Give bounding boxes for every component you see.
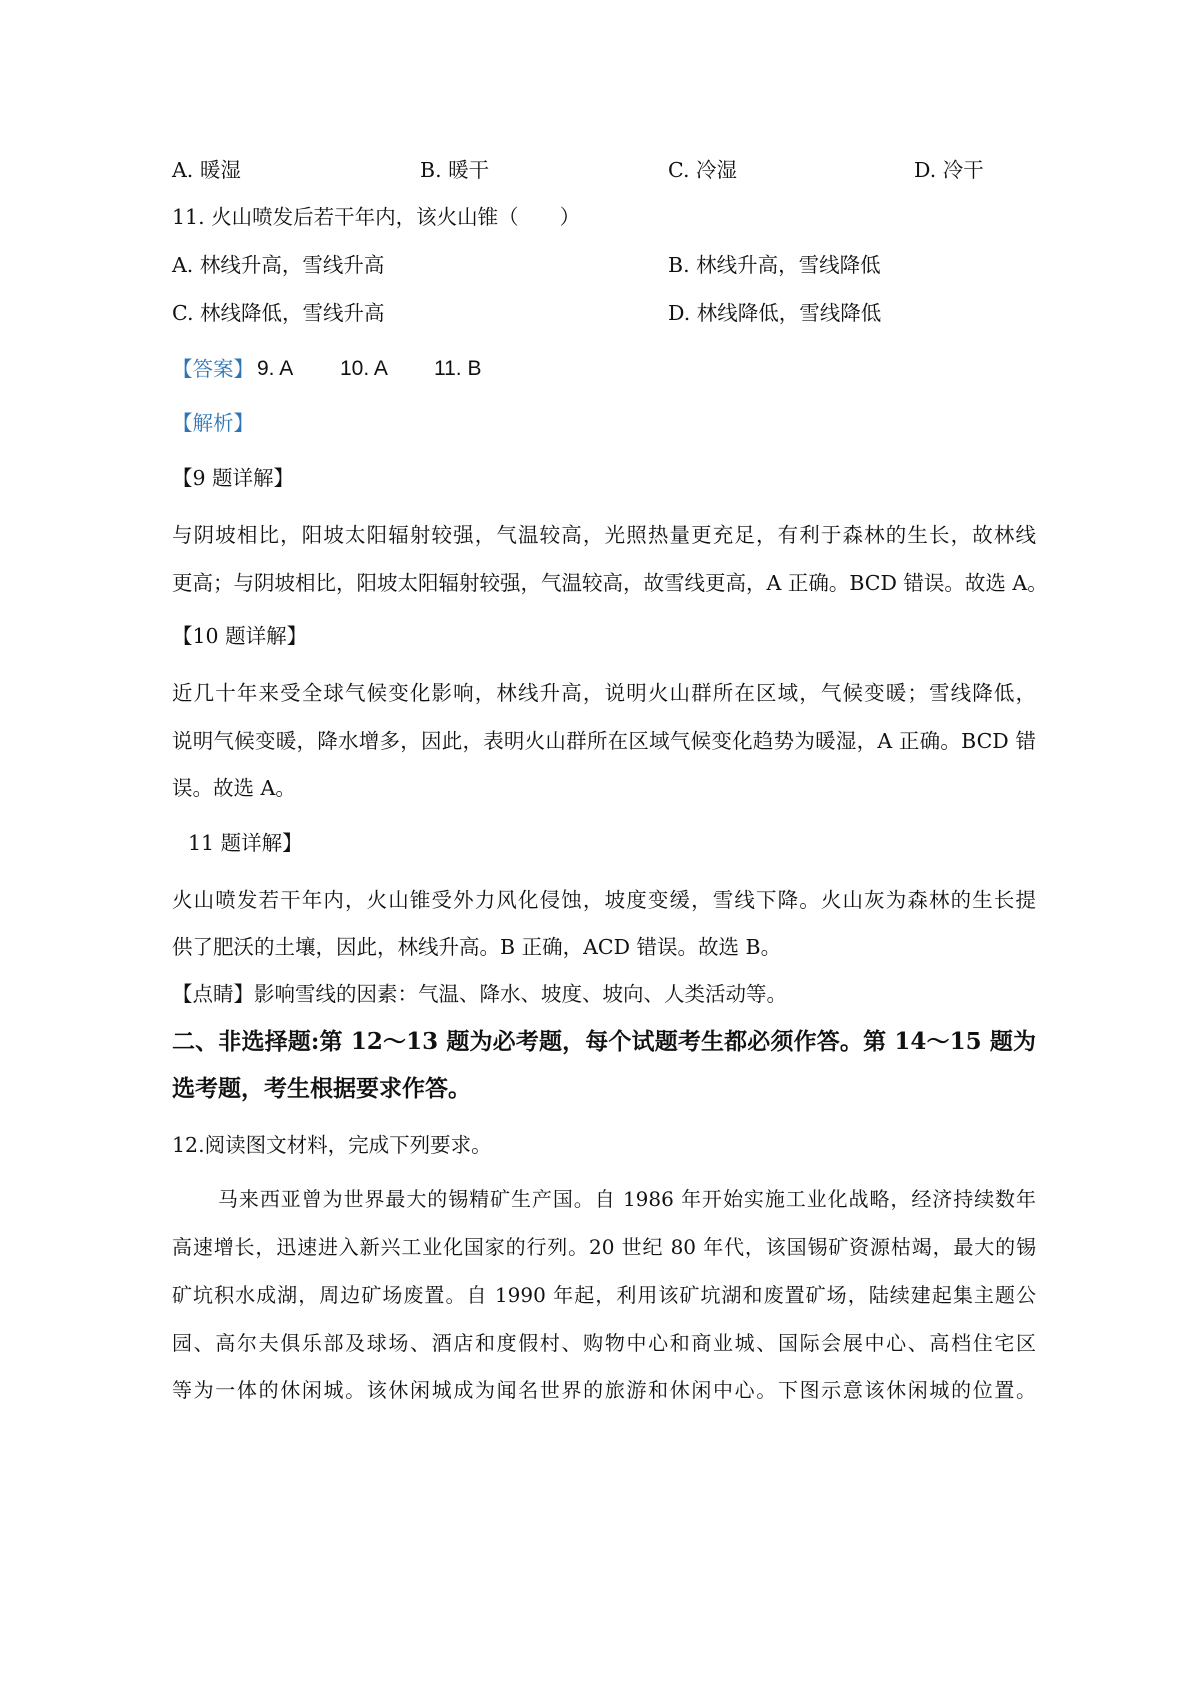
q9-detail-line: 更高；与阴坡相比，阳坡太阳辐射较强，气温较高，故雪线更高，A 正确。BCD 错误。故选 A。 [172,571,1048,595]
q11-detail-heading: 11 题详解】 [188,831,303,855]
analysis-label: 【解析】 [172,411,254,435]
q11-option-c: C. 林线降低，雪线升高 [172,301,385,325]
q11-detail-line: 供了肥沃的土壤，因此，林线升高。B 正确，ACD 错误。故选 B。 [172,935,782,959]
section2-heading-line: 二、非选择题:第 12～13 题为必考题，每个试题考生都必须作答。第 14～15 题为 [172,1028,1037,1055]
q11-option-b: B. 林线升高，雪线降低 [668,253,881,277]
q10-option-b: B. 暖干 [420,158,490,182]
q12-material-line: 等为一体的休闲城。该休闲城成为闻名世界的旅游和休闲中心。下图示意该休闲城的位置。 [172,1378,1036,1402]
q12-stem: 12.阅读图文材料，完成下列要求。 [172,1133,492,1157]
q11-stem: 11. 火山喷发后若干年内，该火山锥（ ） [172,205,581,229]
q12-material-line: 高速增长，迅速进入新兴工业化国家的行列。20 世纪 80 年代，该国锡矿资源枯竭，最大的锡 [172,1235,1036,1259]
q9-detail-line: 与阴坡相比，阳坡太阳辐射较强，气温较高，光照热量更充足，有利于森林的生长，故林线 [172,523,1036,547]
q11-detail-line: 火山喷发若干年内，火山锥受外力风化侵蚀，坡度变缓，雪线下降。火山灰为森林的生长提 [172,888,1036,912]
q10-detail-line: 说明气候变暖，降水增多，因此，表明火山群所在区域气候变化趋势为暖湿，A 正确。BCD 错 [172,729,1036,753]
q9-detail-heading: 【9 题详解】 [172,466,295,490]
q12-material-line: 矿坑积水成湖，周边矿场废置。自 1990 年起，利用该矿坑湖和废置矿场，陆续建起集主题公 [172,1283,1036,1307]
q11-option-d: D. 林线降低，雪线降低 [668,301,882,325]
q10-option-c: C. 冷湿 [668,158,737,182]
answer-item-11: 11. B [434,357,482,380]
tip-line: 【点睛】影响雪线的因素：气温、降水、坡度、坡向、人类活动等。 [172,982,787,1006]
q10-detail-line: 近几十年来受全球气候变化影响，林线升高，说明火山群所在区域，气候变暖；雪线降低， [172,681,1036,705]
q10-option-d: D. 冷干 [914,158,984,182]
answer-item-9: 9. A [257,357,294,380]
section2-heading-line: 选考题，考生根据要求作答。 [172,1075,471,1102]
q10-option-a: A. 暖湿 [172,158,241,182]
q11-option-a: A. 林线升高，雪线升高 [172,253,385,277]
answer-item-10: 10. A [340,357,388,380]
q10-detail-heading: 【10 题详解】 [172,624,308,648]
q12-material-line: 马来西亚曾为世界最大的锡精矿生产国。自 1986 年开始实施工业化战略，经济持续数年 [218,1187,1036,1211]
q10-detail-line: 误。故选 A。 [172,776,296,800]
q12-material-line: 园、高尔夫俱乐部及球场、酒店和度假村、购物中心和商业城、国际会展中心、高档住宅区 [172,1331,1036,1355]
answer-label: 【答案】 [172,357,254,381]
